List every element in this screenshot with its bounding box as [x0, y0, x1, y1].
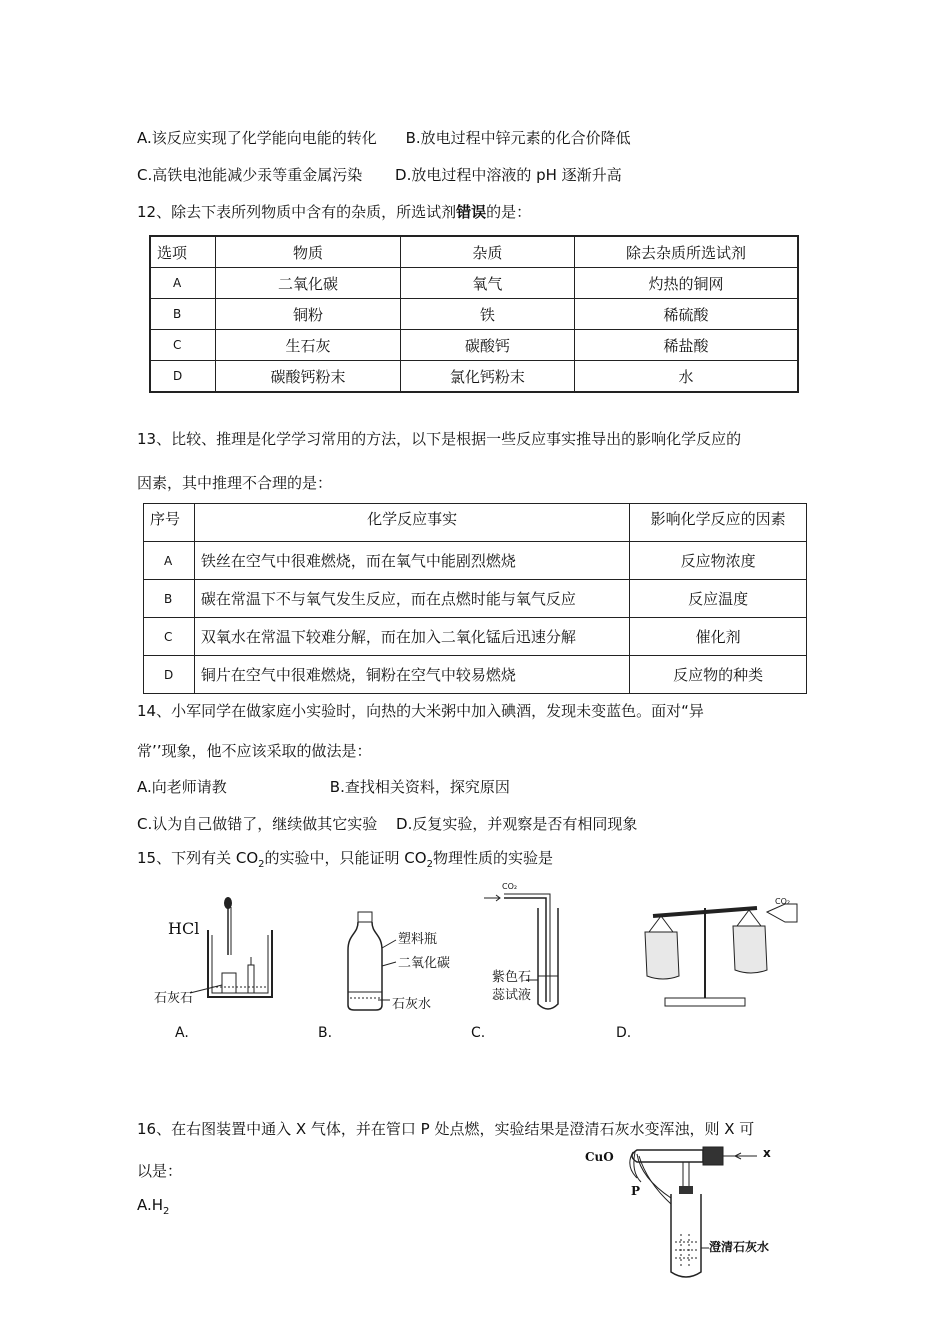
q13-header-row [144, 504, 807, 542]
limestone-label: 石灰石 [154, 991, 194, 1006]
cuo-apparatus-diagram [585, 1138, 810, 1283]
q15-figure-b [340, 910, 450, 1015]
q15-stem [137, 847, 553, 870]
q14-option-c: C.认为自己做错了，继续做其它实验 [137, 815, 378, 833]
q13-cell: 碳在常温下不与氧气发生反应，而在点燃时能与氧气反应 [194, 580, 629, 618]
q13-cell: 反应物的种类 [630, 656, 807, 694]
limewater-label: 石灰水 [392, 997, 432, 1012]
q16-option-a-pre: A.H [137, 1196, 164, 1214]
q12-header-row [150, 236, 798, 268]
q12-cell: B [150, 299, 216, 330]
q12-cell: 二氧化碳 [216, 268, 400, 299]
litmus-label-1: 紫色石 [492, 970, 532, 985]
q11-option-d: D.放电过程中溶液的 pH 逐渐升高 [395, 166, 622, 184]
q12-cell: 铁 [400, 299, 574, 330]
table-row [150, 299, 798, 330]
q13-header-factor: 影响化学反应的因素 [630, 504, 807, 542]
q14-options-row1 [137, 776, 510, 797]
q13-cell: 反应物浓度 [630, 542, 807, 580]
q15-label-b: B. [318, 1025, 333, 1041]
q12-cell: 稀盐酸 [575, 330, 798, 361]
q13-header-fact: 化学反应事实 [194, 504, 629, 542]
q13-cell: 双氧水在常温下较难分解，而在加入二氧化锰后迅速分解 [194, 618, 629, 656]
q13-stem-line1: 13、比较、推理是化学学习常用的方法，以下是根据一些反应事实推导出的影响化学反应的 [137, 430, 742, 448]
q15-stem-sub2: 2 [426, 859, 433, 870]
q12-header-option: 选项 [150, 236, 216, 268]
q12-cell: C [150, 330, 216, 361]
q13-cell: 催化剂 [630, 618, 807, 656]
gas-x-label: x [763, 1146, 771, 1160]
q12-header-substance: 物质 [216, 236, 400, 268]
q12-header-impurity: 杂质 [400, 236, 574, 268]
q14-option-b: B.查找相关资料，探究原因 [329, 778, 510, 796]
q11-options-row2 [137, 164, 622, 185]
q12-stem-post: 的是： [486, 203, 532, 221]
q12-cell: 碳酸钙 [400, 330, 574, 361]
q12-cell: A [150, 268, 216, 299]
q13-cell: 铜片在空气中很难燃烧，铜粉在空气中较易燃烧 [194, 656, 629, 694]
q11-option-b: B.放电过程中锌元素的化合价降低 [405, 129, 631, 147]
q15-figure-d [635, 890, 805, 1015]
hcl-label: HCl [168, 919, 200, 938]
q15-label-c: C. [471, 1025, 486, 1041]
q13-stem-line2: 因素，其中推理不合理的是： [137, 474, 333, 492]
q11-option-c: C.高铁电池能减少汞等重金属污染 [137, 166, 363, 184]
q13-header-index: 序号 [144, 504, 195, 542]
q13-table [143, 503, 807, 694]
q15-figure-a [154, 895, 280, 1006]
q15-stem-mid: 的实验中，只能证明 CO [264, 849, 427, 867]
q16-stem-line2: 以是： [137, 1162, 183, 1180]
q13-cell: A [144, 542, 195, 580]
table-row [144, 618, 807, 656]
cuo-label: CuO [585, 1150, 614, 1164]
q15-label-d: D. [616, 1025, 632, 1041]
table-row [144, 580, 807, 618]
balance-diagram [635, 890, 805, 1015]
q12-stem-pre: 12、除去下表所列物质中含有的杂质，所选试剂 [137, 203, 457, 221]
q14-options-row2 [137, 813, 637, 834]
table-row [144, 656, 807, 694]
co2-gas-label: 二氧化碳 [398, 956, 451, 971]
q12-table [149, 235, 799, 393]
table-row [150, 330, 798, 361]
q16-stem-line1: 16、在右图装置中通入 X 气体，并在管口 P 处点燃，实验结果是澄清石灰水变浑浊，则 X 可 [137, 1120, 755, 1138]
q14-stem-line2: 常’’现象，他不应该采取的做法是： [137, 742, 372, 760]
q16-option-a-sub: 2 [163, 1206, 170, 1217]
q15-figure-c [480, 880, 590, 1015]
co2-cylinder-label: CO₂ [775, 897, 791, 906]
q13-cell: 反应温度 [630, 580, 807, 618]
q12-header-reagent: 除去杂质所选试剂 [575, 236, 798, 268]
q15-label-a: A. [175, 1025, 189, 1041]
bottle-label: 塑料瓶 [398, 932, 438, 947]
q12-cell: 水 [575, 361, 798, 393]
q13-cell: D [144, 656, 195, 694]
p-label: P [631, 1184, 641, 1198]
q12-stem [137, 201, 531, 222]
q16-figure [585, 1138, 810, 1283]
q14-option-d: D.反复实验，并观察是否有相同现象 [396, 815, 638, 833]
q12-stem-bold: 错误 [456, 203, 487, 221]
q12-cell: 铜粉 [216, 299, 400, 330]
q15-stem-post: 物理性质的实验是 [432, 849, 553, 867]
q13-cell: B [144, 580, 195, 618]
q12-cell: 氧气 [400, 268, 574, 299]
q13-cell: 铁丝在空气中很难燃烧，而在氧气中能剧烈燃烧 [194, 542, 629, 580]
q14-stem-line1: 14、小军同学在做家庭小实验时，向热的大米粥中加入碘酒，发现未变蓝色。面对“异 [137, 702, 704, 720]
q12-cell: D [150, 361, 216, 393]
q12-cell: 氯化钙粉末 [400, 361, 574, 393]
q15-stem-sub: 2 [258, 859, 265, 870]
litmus-label-2: 蕊试液 [492, 988, 532, 1003]
clear-limewater-label: 澄清石灰水 [709, 1240, 770, 1254]
table-row [150, 268, 798, 299]
q12-cell: 生石灰 [216, 330, 400, 361]
q15-stem-pre: 15、下列有关 CO [137, 849, 259, 867]
q16-option-a [137, 1196, 169, 1217]
q11-option-a: A.该反应实现了化学能向电能的转化 [137, 129, 377, 147]
q12-cell: 稀硫酸 [575, 299, 798, 330]
co2-inlet-label: CO₂ [502, 882, 518, 891]
table-row [150, 361, 798, 393]
q12-cell: 灼热的铜网 [575, 268, 798, 299]
q14-option-a: A.向老师请教 [137, 778, 227, 796]
q12-cell: 碳酸钙粉末 [216, 361, 400, 393]
q13-cell: C [144, 618, 195, 656]
table-row [144, 542, 807, 580]
q11-options-row1 [137, 127, 631, 148]
